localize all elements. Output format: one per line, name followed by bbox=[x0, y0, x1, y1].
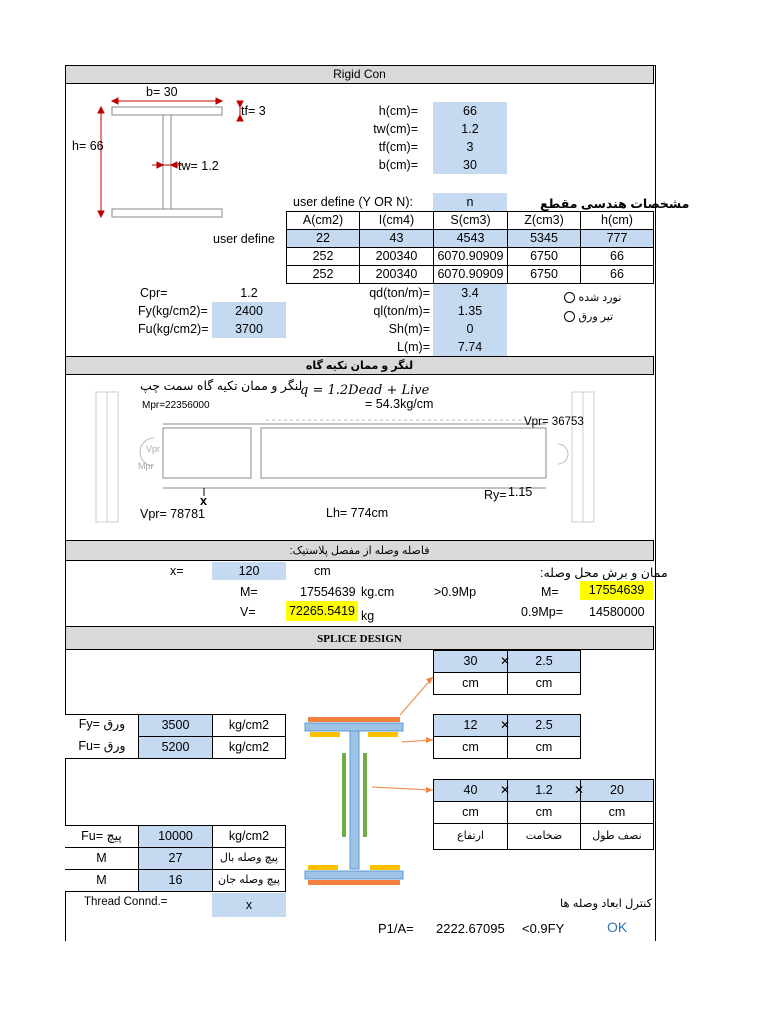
p1a-label: P1/A= bbox=[378, 921, 414, 936]
l-label: L(m)= bbox=[397, 340, 430, 354]
page-title: Rigid Con bbox=[333, 67, 386, 81]
table-cell: 6750 bbox=[507, 247, 581, 266]
plate2-thickness[interactable]: 2.5 bbox=[507, 714, 581, 737]
col-header-h: h(cm) bbox=[580, 211, 654, 230]
table-cell[interactable]: 22 bbox=[286, 229, 360, 248]
times-icon: ✕ bbox=[574, 783, 585, 797]
table-cell: 6750 bbox=[507, 265, 581, 284]
table-cell[interactable]: 43 bbox=[359, 229, 434, 248]
plate3-header-thickness: ضخامت bbox=[507, 823, 581, 850]
splice-fu-input[interactable]: 5200 bbox=[138, 736, 213, 759]
distance-band-title: فاصله وصله از مفصل پلاستیک: bbox=[289, 545, 430, 557]
radio-rolled-icon[interactable] bbox=[564, 292, 575, 303]
x-mark: x bbox=[200, 494, 207, 508]
b-input[interactable]: 30 bbox=[433, 156, 507, 174]
plate1-width[interactable]: 30 bbox=[433, 650, 508, 673]
splice-fu-label-text: Fu= ورق bbox=[78, 739, 126, 753]
tw-input[interactable]: 1.2 bbox=[433, 120, 507, 138]
v-label: V= bbox=[240, 605, 256, 619]
fy-input[interactable]: 2400 bbox=[212, 302, 286, 320]
distance-band bbox=[65, 540, 654, 561]
mpr-label: Mpr=22356000 bbox=[142, 400, 210, 411]
fu-label: Fu(kg/cm2)= bbox=[138, 322, 209, 336]
cpr-value: 1.2 bbox=[240, 286, 258, 300]
times-icon: ✕ bbox=[500, 718, 511, 732]
h-input[interactable]: 66 bbox=[433, 102, 507, 120]
l-input[interactable]: 7.74 bbox=[433, 338, 507, 356]
load-formula: q = 1.2Dead + Live bbox=[300, 383, 430, 398]
radio-plate-girder-icon[interactable] bbox=[564, 311, 575, 322]
vpr-left-label: Vpr= 78781 bbox=[140, 507, 205, 521]
moment-shear-title: ممان و برش محل وصله: bbox=[540, 566, 668, 580]
user-define-question: user define (Y OR N): bbox=[293, 195, 413, 209]
splice-band-title: SPLICE DESIGN bbox=[317, 633, 402, 645]
ql-label: ql(ton/m)= bbox=[373, 304, 430, 318]
table-cell: 66 bbox=[580, 265, 654, 284]
splice-fu-unit: kg/cm2 bbox=[212, 736, 286, 759]
col-header-z: Z(cm3) bbox=[507, 211, 581, 230]
col-header-i: I(cm4) bbox=[359, 211, 434, 230]
table-cell[interactable]: 4543 bbox=[433, 229, 508, 248]
plate1-unit1: cm bbox=[433, 672, 508, 695]
sh-label: Sh(m)= bbox=[388, 322, 430, 336]
table-cell: 252 bbox=[286, 265, 360, 284]
flange-bolt-desc: پیچ وصله بال bbox=[212, 847, 286, 870]
beam-left-title: لنگر و ممان تکیه گاه سمت چپ bbox=[140, 379, 303, 393]
web-bolt-m-label: M bbox=[65, 869, 139, 892]
plate3-header-height: ارتفاع bbox=[433, 823, 508, 850]
table-cell[interactable]: 5345 bbox=[507, 229, 581, 248]
m-unit: kg.cm bbox=[361, 585, 395, 599]
plate2-unit1: cm bbox=[433, 736, 508, 759]
splice-section-diagram bbox=[290, 655, 436, 890]
plate1-thickness[interactable]: 2.5 bbox=[507, 650, 581, 673]
load-value: = 54.3kg/cm bbox=[365, 397, 434, 411]
table-cell: 252 bbox=[286, 247, 360, 266]
title-band bbox=[65, 65, 654, 84]
option-rolled-label: نورد شده bbox=[578, 292, 622, 304]
splice-fy-unit: kg/cm2 bbox=[212, 714, 286, 737]
option-rolled[interactable] bbox=[560, 290, 621, 304]
flange-bolt-input[interactable]: 27 bbox=[138, 847, 213, 870]
m2-label: M= bbox=[541, 585, 559, 599]
web-bolt-input[interactable]: 16 bbox=[138, 869, 213, 892]
splice-band bbox=[65, 626, 654, 650]
table-cell: 200340 bbox=[359, 247, 434, 266]
splice-fy-input[interactable]: 3500 bbox=[138, 714, 213, 737]
qd-input[interactable]: 3.4 bbox=[433, 284, 507, 302]
dim-h-label: h= 66 bbox=[72, 139, 104, 153]
dim-b-label: b= 30 bbox=[146, 85, 178, 99]
ql-input[interactable]: 1.35 bbox=[433, 302, 507, 320]
plate2-unit2: cm bbox=[507, 736, 581, 759]
divider bbox=[65, 758, 139, 759]
check-title: کنترل ابعاد وصله ها bbox=[560, 898, 653, 910]
divider bbox=[65, 714, 139, 715]
splice-fy-label bbox=[65, 714, 139, 737]
table-cell: 200340 bbox=[359, 265, 434, 284]
plate1-unit2: cm bbox=[507, 672, 581, 695]
times-icon: ✕ bbox=[500, 783, 511, 797]
m-compare: >0.9Mp bbox=[434, 585, 477, 599]
thread-input[interactable]: x bbox=[212, 893, 286, 917]
plate3-thickness[interactable]: 1.2 bbox=[507, 779, 581, 802]
lh-label: Lh= 774cm bbox=[326, 506, 389, 520]
small-mpr-label: Mpr bbox=[138, 461, 154, 471]
x-label: x= bbox=[170, 564, 184, 578]
bolt-fu-input[interactable]: 10000 bbox=[138, 825, 213, 848]
tf-input[interactable]: 3 bbox=[433, 138, 507, 156]
cpr-label: Cpr= bbox=[140, 286, 168, 300]
qd-label: qd(ton/m)= bbox=[369, 286, 430, 300]
plate3-unit1: cm bbox=[433, 801, 508, 824]
tw-label: tw(cm)= bbox=[373, 122, 418, 136]
sh-input[interactable]: 0 bbox=[433, 320, 507, 338]
user-define-row-label: user define bbox=[213, 232, 275, 246]
ry-label: Ry= bbox=[484, 488, 507, 502]
plate3-unit2: cm bbox=[507, 801, 581, 824]
m-label: M= bbox=[240, 585, 258, 599]
user-define-input[interactable]: n bbox=[433, 193, 507, 211]
ry-value: 1.15 bbox=[508, 485, 533, 499]
mp-value: 14580000 bbox=[589, 605, 645, 619]
bolt-fu-label-text: Fu= پیچ bbox=[81, 829, 122, 843]
splice-fy-label-text: Fy= ورق bbox=[78, 717, 126, 731]
x-unit: cm bbox=[314, 564, 331, 578]
splice-fu-label bbox=[65, 736, 139, 759]
m-value: 17554639 bbox=[300, 585, 356, 599]
dim-tw-label: tw= 1.2 bbox=[178, 159, 219, 173]
table-cell: 6070.90909 bbox=[433, 247, 508, 266]
plate3-half-length[interactable]: 20 bbox=[580, 779, 654, 802]
plate3-header-half-length: نصف طول bbox=[580, 823, 654, 850]
bolt-fu-label bbox=[65, 825, 139, 848]
beam-band bbox=[65, 356, 654, 375]
option-plate-girder-label: تیر ورق bbox=[578, 311, 614, 323]
times-icon: ✕ bbox=[500, 654, 511, 668]
h-label: h(cm)= bbox=[378, 104, 418, 118]
beam-band-title: لنگر و ممان تکیه گاه bbox=[305, 360, 414, 372]
m2-value: 17554639 bbox=[580, 581, 653, 600]
bolt-fu-unit: kg/cm2 bbox=[212, 825, 286, 848]
v-value: 72265.5419 bbox=[286, 601, 358, 621]
plate3-unit3: cm bbox=[580, 801, 654, 824]
col-header-a: A(cm2) bbox=[286, 211, 360, 230]
v-unit: kg bbox=[361, 609, 375, 623]
plate2-width[interactable]: 12 bbox=[433, 714, 508, 737]
mp-label: 0.9Mp= bbox=[521, 605, 564, 619]
section-properties-heading: مشخصات هندسی مقطع bbox=[540, 197, 690, 211]
table-cell: 66 bbox=[580, 247, 654, 266]
flange-bolt-m-label: M bbox=[65, 847, 139, 870]
web-bolt-desc: پیچ وصله جان bbox=[212, 869, 286, 892]
fy-label: Fy(kg/cm2)= bbox=[138, 304, 208, 318]
vpr-right-label: Vpr= 36753 bbox=[524, 416, 584, 428]
dim-tf-label: tf= 3 bbox=[241, 104, 266, 118]
b-label: b(cm)= bbox=[378, 158, 418, 172]
plate3-height[interactable]: 40 bbox=[433, 779, 508, 802]
status-ok: OK bbox=[607, 919, 628, 935]
fu-input[interactable]: 3700 bbox=[212, 320, 286, 338]
x-input[interactable]: 120 bbox=[212, 562, 286, 580]
thread-label: Thread Connd.= bbox=[84, 896, 168, 908]
small-vpr-label: Vpr bbox=[146, 444, 161, 454]
table-cell: 6070.90909 bbox=[433, 265, 508, 284]
option-plate-girder[interactable] bbox=[560, 309, 613, 323]
table-cell[interactable]: 777 bbox=[580, 229, 654, 248]
col-header-s: S(cm3) bbox=[433, 211, 508, 230]
tf-label: tf(cm)= bbox=[378, 140, 418, 154]
p1a-value: 2222.67095 bbox=[436, 921, 505, 936]
p1a-compare: <0.9FY bbox=[522, 921, 565, 936]
